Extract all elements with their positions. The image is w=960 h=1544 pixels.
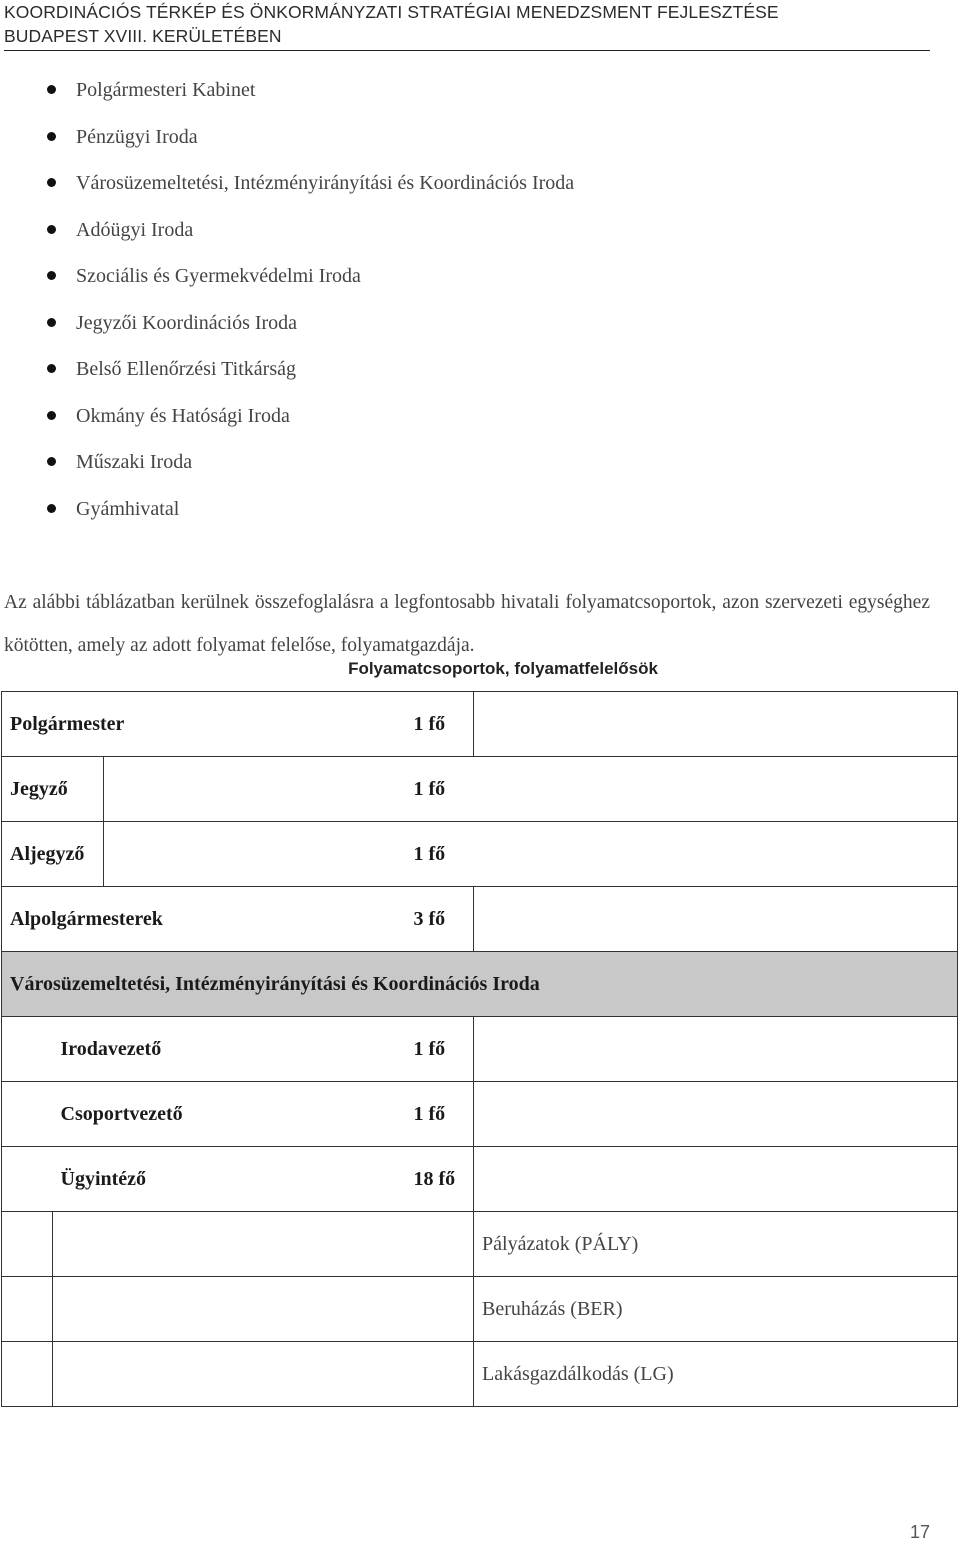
empty-cell: [474, 757, 958, 822]
list-item: Gyámhivatal: [0, 486, 574, 533]
role-name: Irodavezető: [53, 1017, 406, 1082]
list-item: Szociális és Gyermekvédelmi Iroda: [0, 253, 574, 300]
role-name: Aljegyző: [2, 822, 104, 887]
role-count: 1 fő: [406, 757, 474, 822]
bullet-icon: [47, 364, 56, 373]
bullet-icon: [47, 457, 56, 466]
process-group: Pályázatok (PÁLY): [474, 1212, 958, 1277]
intro-paragraph: Az alábbi táblázatban kerülnek összefoglalásra a legfontosabb hivatali folyamatcsoportok, azon szervezeti egységhez kötötten, amely az adott folyamat felelőse, folyamatgazdája.: [4, 591, 930, 656]
page-number: 17: [909, 1522, 930, 1542]
list-item: Belső Ellenőrzési Titkárság: [0, 346, 574, 393]
role-name: Alpolgármesterek: [2, 887, 406, 952]
role-count: 1 fő: [406, 692, 474, 757]
header-title-line2: BUDAPEST XVIII. KERÜLETÉBEN: [4, 26, 282, 46]
empty-cell: [53, 1277, 474, 1342]
table-row: [2, 692, 958, 757]
bullet-icon: [47, 85, 56, 94]
role-count: 18 fő: [406, 1147, 474, 1212]
list-item: Pénzügyi Iroda: [0, 114, 574, 161]
section-row: [2, 952, 958, 1017]
empty-cell: [474, 887, 958, 952]
indent-cell: [2, 1212, 53, 1277]
process-table: [1, 691, 958, 1407]
table-row: [2, 822, 958, 887]
empty-cell: [474, 1147, 958, 1212]
role-name: Polgármester: [2, 692, 406, 757]
role-count: 1 fő: [406, 1082, 474, 1147]
indent-cell: [2, 1082, 53, 1147]
role-name: Jegyző: [2, 757, 104, 822]
list-item: Műszaki Iroda: [0, 439, 574, 486]
empty-cell: [53, 1342, 474, 1407]
list-item: Jegyzői Koordinációs Iroda: [0, 300, 574, 347]
table-row: [2, 1277, 958, 1342]
header-title-line1: KOORDINÁCIÓS TÉRKÉP ÉS ÖNKORMÁNYZATI STRATÉGIAI MENEDZSMENT FEJLESZTÉSE: [4, 2, 779, 22]
list-item: Városüzemeltetési, Intézményirányítási és Koordinációs Iroda: [0, 160, 574, 207]
table-row: [2, 1017, 958, 1082]
role-name: Ügyintéző: [53, 1147, 406, 1212]
table-row: [2, 887, 958, 952]
page-header: [4, 0, 930, 51]
empty-cell: [474, 1082, 958, 1147]
empty-cell: [474, 1017, 958, 1082]
empty-cell: [474, 692, 958, 757]
empty-cell: [104, 822, 406, 887]
table-caption: Folyamatcsoportok, folyamatfelelősök: [348, 659, 658, 678]
bullet-icon: [47, 504, 56, 513]
bullet-icon: [47, 178, 56, 187]
list-item: Polgármesteri Kabinet: [0, 67, 574, 114]
office-list: [0, 67, 574, 532]
indent-cell: [2, 1342, 53, 1407]
indent-cell: [2, 1017, 53, 1082]
table-row: [2, 1212, 958, 1277]
bullet-icon: [47, 318, 56, 327]
role-count: 1 fő: [406, 822, 474, 887]
role-name: Csoportvezető: [53, 1082, 406, 1147]
table-row: [2, 1147, 958, 1212]
empty-cell: [53, 1212, 474, 1277]
role-count: 3 fő: [406, 887, 474, 952]
list-item: Adóügyi Iroda: [0, 207, 574, 254]
table-row: [2, 1342, 958, 1407]
process-group: Beruházás (BER): [474, 1277, 958, 1342]
process-group: Lakásgazdálkodás (LG): [474, 1342, 958, 1407]
bullet-icon: [47, 225, 56, 234]
bullet-icon: [47, 411, 56, 420]
table-row: [2, 757, 958, 822]
section-title: Városüzemeltetési, Intézményirányítási és Koordinációs Iroda: [2, 952, 958, 1017]
empty-cell: [104, 757, 406, 822]
indent-cell: [2, 1277, 53, 1342]
list-item: Okmány és Hatósági Iroda: [0, 393, 574, 440]
empty-cell: [474, 822, 958, 887]
role-count: 1 fő: [406, 1017, 474, 1082]
bullet-icon: [47, 132, 56, 141]
indent-cell: [2, 1147, 53, 1212]
table-row: [2, 1082, 958, 1147]
bullet-icon: [47, 271, 56, 280]
